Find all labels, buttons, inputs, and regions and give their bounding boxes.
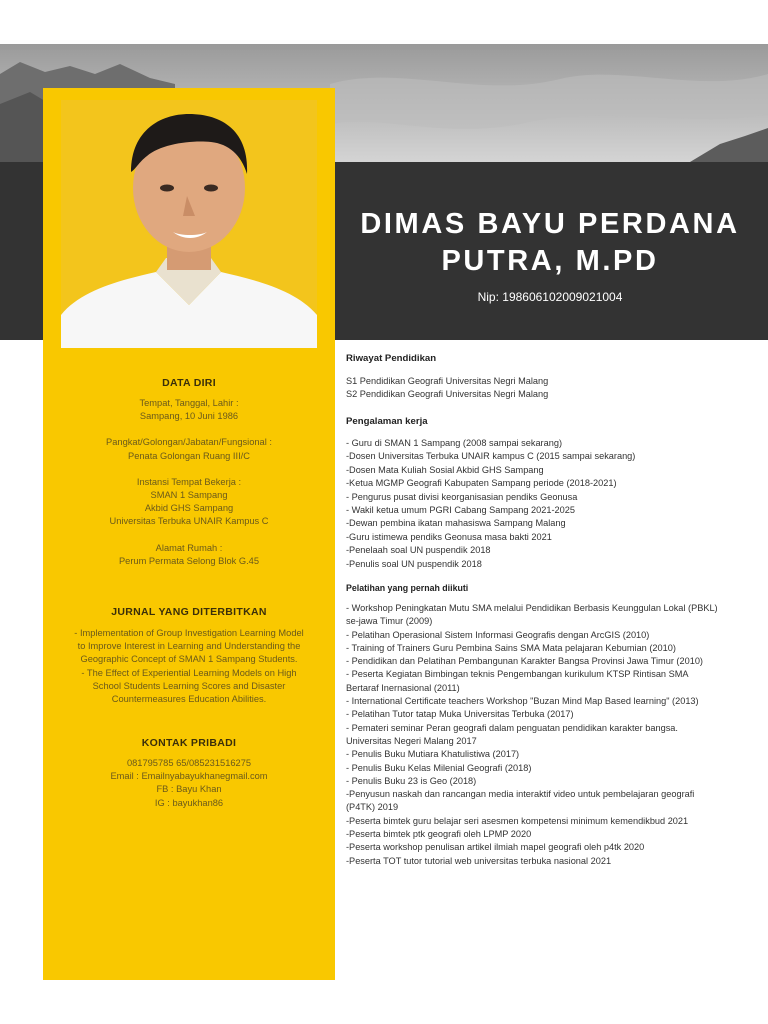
list-item: - Penulis Buku Kelas Milenial Geografi (2018) xyxy=(346,762,532,773)
email-text: Email : Emailnyabayukhanegmail.com xyxy=(110,771,268,782)
jurnal-section xyxy=(43,627,335,706)
name-heading xyxy=(345,206,755,280)
list-item: Bertaraf Inernasional (2011) xyxy=(346,682,460,693)
list-item: - Workshop Peningkatan Mutu SMA melalui Pendidikan Berbasis Keunggulan Lokal (PBKL) xyxy=(346,603,718,613)
instagram-text: IG : bayukhan86 xyxy=(154,797,224,808)
jurnal-title: JURNAL YANG DITERBITKAN xyxy=(111,606,267,618)
instansi-value: SMAN 1 Sampang xyxy=(150,490,228,501)
list-item: - Wakil ketua umum PGRI Cabang Sampang 2021-2025 xyxy=(346,505,575,516)
list-item: -Dosen Mata Kuliah Sosial Akbid GHS Sampang xyxy=(346,464,544,475)
pangkat-label: Pangkat/Golongan/Jabatan/Fungsional : xyxy=(106,437,272,448)
list-item: S1 Pendidikan Geografi Universitas Negri Malang xyxy=(346,376,549,386)
list-item: - International Certificate teachers Workshop "Buzan Mind Map Based learning" (2013) xyxy=(346,696,699,707)
alamat-value: Perum Permata Selong Blok G.45 xyxy=(118,555,260,566)
jurnal-line: - Implementation of Group Investigation Learning Model xyxy=(74,628,304,638)
kontak-title: KONTAK PRIBADI xyxy=(141,737,237,749)
profile-photo xyxy=(61,100,317,348)
list-item: - Penulis Buku 23 is Geo (2018) xyxy=(346,775,477,786)
ttl-label: Tempat, Tanggal, Lahir : xyxy=(139,398,239,408)
list-item: Universitas Negeri Malang 2017 xyxy=(346,735,477,746)
data-diri-title: DATA DIRI xyxy=(162,377,216,389)
phone-text: 081795785 65/085231516275 xyxy=(126,758,252,768)
data-diri-section xyxy=(43,397,335,581)
pangkat-value: Penata Golongan Ruang III/C xyxy=(128,450,250,461)
list-item: - Pelatihan Tutor tatap Muka Universitas Terbuka (2017) xyxy=(346,709,574,720)
list-item: -Penulis soal UN puspendik 2018 xyxy=(346,558,482,569)
pelatihan-title: Pelatihan yang pernah diikuti xyxy=(346,583,469,593)
ttl-value: Sampang, 10 Juni 1986 xyxy=(139,411,239,422)
list-item: -Peserta bimtek guru belajar seri asesmen kompetensi minimum kemendikbud 2021 xyxy=(346,815,689,826)
list-item: - Pemateri seminar Peran geografi dalam penguatan pendidikan karakter bangsa. xyxy=(346,722,678,733)
pengalaman-list xyxy=(346,437,756,571)
list-item: (P4TK) 2019 xyxy=(346,802,399,813)
list-item: - Guru di SMAN 1 Sampang (2008 sampai sekarang) xyxy=(346,438,563,448)
instansi-value: Akbid GHS Sampang xyxy=(144,503,234,514)
list-item: - Peserta Kegiatan Bimbingan teknis Pengembangan kurikulum KTSP Rintisan SMA xyxy=(346,669,689,680)
jurnal-line: Geographic Concept of SMAN 1 Sampang Students. xyxy=(80,654,298,665)
riwayat-list xyxy=(346,375,756,402)
list-item: S2 Pendidikan Geografi Universitas Negri Malang xyxy=(346,389,549,400)
pelatihan-list xyxy=(346,602,756,868)
list-item: -Dewan pembina ikatan mahasiswa Sampang Malang xyxy=(346,518,566,529)
list-item: -Peserta TOT tutor tutorial web universitas terbuka nasional 2021 xyxy=(346,855,612,866)
list-item: -Penelaah soal UN puspendik 2018 xyxy=(346,545,491,556)
riwayat-title: Riwayat Pendidikan xyxy=(346,353,437,364)
facebook-text: FB : Bayu Khan xyxy=(156,784,222,795)
kontak-section xyxy=(43,757,335,810)
jurnal-line: to Improve Interest in Learning and Understanding the xyxy=(77,641,301,652)
list-item: -Ketua MGMP Geografi Kabupaten Sampang periode (2018-2021) xyxy=(346,478,617,489)
list-item: - Penulis Buku Mutiara Khatulistiwa (2017) xyxy=(346,749,520,760)
list-item: se-jawa Timur (2009) xyxy=(346,616,433,627)
list-item: - Pendidikan dan Pelatihan Pembangunan Karakter Bangsa Provinsi Jawa Timur (2010) xyxy=(346,656,703,667)
list-item: - Training of Trainers Guru Pembina Sains SMA Mata pelajaran Kebumian (2010) xyxy=(346,642,676,653)
pengalaman-title: Pengalaman kerja xyxy=(346,416,428,427)
jurnal-line: School Students Learning Scores and Disaster xyxy=(92,680,286,691)
name-line-2: PUTRA, M.PD xyxy=(441,245,659,277)
jurnal-line: Countermeasures Education Abilities. xyxy=(111,694,267,705)
instansi-label: Instansi Tempat Bekerja : xyxy=(136,476,242,487)
nip-text: Nip: 198606102009021004 xyxy=(477,290,623,304)
list-item: -Guru istimewa pendiks Geonusa masa bakti 2021 xyxy=(346,531,552,542)
alamat-label: Alamat Rumah : xyxy=(155,542,223,553)
list-item: - Pelatihan Operasional Sistem Informasi Geografis dengan ArcGIS (2010) xyxy=(346,629,650,640)
list-item: -Dosen Universitas Terbuka UNAIR kampus C (2015 sampai sekarang) xyxy=(346,451,636,462)
list-item: -Peserta workshop penulisan artikel ilmiah mapel geografi oleh p4tk 2020 xyxy=(346,842,645,853)
list-item: -Penyusun naskah dan rancangan media interaktif video untuk pembelajaran geografi xyxy=(346,789,695,800)
list-item: -Peserta bimtek ptk geografi oleh LPMP 2020 xyxy=(346,829,532,840)
list-item: - Pengurus pusat divisi keorganisasian pendiks Geonusa xyxy=(346,491,578,502)
name-line-1: DIMAS BAYU PERDANA xyxy=(360,208,740,240)
jurnal-line: - The Effect of Experiential Learning Models on High xyxy=(81,667,297,678)
instansi-value: Universitas Terbuka UNAIR Kampus C xyxy=(109,516,269,527)
